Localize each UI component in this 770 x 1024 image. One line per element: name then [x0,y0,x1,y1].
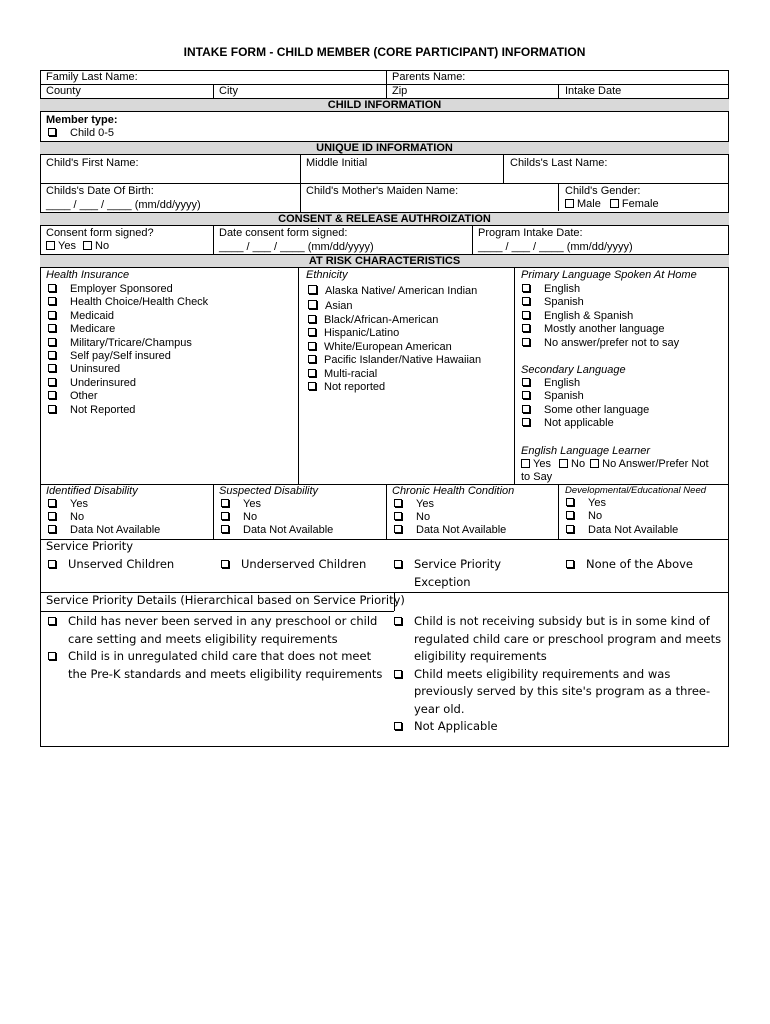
checkbox-icon[interactable] [221,512,229,520]
chronic-health-item[interactable] [394,524,506,537]
checkbox-icon[interactable] [48,405,56,413]
middle-initial-label: Middle Initial [306,157,368,169]
consent-signed-label: Consent form signed? [46,227,154,239]
ethnicity-item[interactable] [308,354,481,367]
secondary-language-list [522,377,649,431]
checkbox-icon[interactable] [566,560,574,568]
primary-language-item-label: English & Spanish [544,309,634,322]
chronic-health-item-label: Data Not Available [416,524,507,537]
consent-heading: CONSENT & RELEASE AUTHROIZATION [40,212,729,226]
gender-label: Child's Gender: [565,185,641,197]
child-information-heading: CHILD INFORMATION [40,98,729,112]
secondary-language-item[interactable] [522,404,649,417]
health-insurance-item[interactable] [48,363,208,376]
service-priority-label: Service Priority [46,539,134,553]
dob-format[interactable]: ____ / ___ / ____ (mm/dd/yyyy) [46,199,201,211]
checkbox-icon[interactable] [48,378,56,386]
checkbox-yes-icon[interactable] [521,459,530,468]
details-right-option[interactable] [394,718,721,736]
ethnicity-list [308,284,477,314]
primary-language-item[interactable] [522,323,679,336]
suspected-disability-list [221,498,333,538]
primary-language-item[interactable] [522,310,679,323]
health-insurance-item[interactable] [48,350,208,363]
checkbox-icon[interactable] [48,284,56,292]
checkbox-icon[interactable] [48,525,56,533]
primary-language-item[interactable] [522,296,679,309]
ethnicity-item-label: Not reported [324,381,386,394]
health-insurance-item-label: Employer Sponsored [70,283,173,295]
details-right-option[interactable] [394,613,721,666]
form-title: INTAKE FORM - CHILD MEMBER (CORE PARTICIPANT) INFORMATION [183,45,586,59]
chronic-health-label: Chronic Health Condition [392,485,515,497]
health-insurance-item[interactable] [48,337,208,350]
checkbox-male-icon[interactable] [565,199,574,208]
secondary-language-label: Secondary Language [521,364,626,376]
checkbox-icon[interactable] [221,560,229,568]
first-name-label: Child's First Name: [46,157,139,169]
details-right-text: eligibility requirements [414,649,547,663]
checkbox-icon[interactable] [48,617,56,625]
checkbox-icon[interactable] [522,284,530,292]
checkbox-icon[interactable] [522,418,530,426]
health-insurance-item-label: Not Reported [70,403,136,416]
at-risk-heading: AT RISK CHARACTERISTICS [40,254,729,268]
ell-no-answer-cont: to Say [521,471,553,483]
health-insurance-item[interactable] [48,296,208,309]
health-insurance-list [48,283,208,417]
secondary-language-item-label: Spanish [544,390,584,403]
none-label: None of the Above [586,557,694,571]
date-consent-signed-format[interactable]: ____ / ___ / ____ (mm/dd/yyyy) [219,241,374,253]
checkbox-icon[interactable] [522,391,530,399]
checkbox-icon[interactable] [566,525,574,533]
details-right-text: Child meets eligibility requirements and was [414,666,671,681]
identified-disability-item-label: Yes [70,498,88,510]
service-priority-details-label: Service Priority Details (Hierarchical based on Service Priority) [46,593,405,607]
checkbox-icon[interactable] [221,525,229,533]
checkbox-yes-icon[interactable] [46,241,55,250]
secondary-language-item-label: Not applicable [544,417,614,430]
ell-options [521,458,709,471]
checkbox-icon[interactable] [48,128,56,136]
exception-label: Service Priority [414,557,502,571]
consent-no-label: No [95,240,110,252]
ethnicity-item[interactable] [308,284,477,298]
checkbox-icon[interactable] [522,378,530,386]
chronic-health-item[interactable] [394,511,506,524]
ell-no-label: No [571,458,586,470]
chronic-health-item-label: No [416,511,431,524]
developmental-need-item-label: Yes [588,497,606,509]
primary-language-item-label: No answer/prefer not to say [544,336,680,349]
identified-disability-item-label: Data Not Available [70,524,161,537]
dob-label: Childs's Date Of Birth: [46,185,154,197]
checkbox-icon[interactable] [394,670,402,678]
secondary-language-item[interactable] [522,390,649,403]
parents-name-label: Parents Name: [392,71,466,83]
suspected-disability-item[interactable] [221,524,333,537]
ethnicity-item-label: Asian [325,300,353,312]
unique-id-heading: UNIQUE ID INFORMATION [40,141,729,155]
details-left-text: Child has never been served in any preschool or child [68,614,378,628]
health-insurance-label: Health Insurance [46,269,130,281]
member-type-label: Member type: [46,114,118,126]
checkbox-icon[interactable] [394,722,402,730]
suspected-disability-item[interactable] [221,498,333,511]
consent-yes-label: Yes [58,240,76,252]
checkbox-icon[interactable] [48,351,56,359]
checkbox-icon[interactable] [308,369,316,377]
ethnicity-item[interactable] [308,368,481,381]
suspected-disability-item[interactable] [221,511,333,524]
details-left-list [48,613,382,683]
gender-options [565,198,659,211]
details-right-text: Child is not receiving subsidy but is in some kind of [414,614,710,628]
checkbox-icon[interactable] [308,315,316,323]
chronic-health-item[interactable] [394,498,506,511]
developmental-need-item[interactable] [566,524,678,537]
health-insurance-item-label: Uninsured [70,363,121,376]
consent-signed-options [46,240,109,253]
program-intake-date-format[interactable]: ____ / ___ / ____ (mm/dd/yyyy) [478,241,633,253]
ethnicity-item[interactable] [308,299,477,313]
checkbox-icon[interactable] [394,525,402,533]
health-insurance-item-label: Medicaid [70,309,115,322]
chronic-health-item-label: Yes [416,498,434,510]
health-insurance-item-label: Health Choice/Health Check [70,296,209,309]
checkbox-icon[interactable] [308,355,316,363]
developmental-need-item[interactable] [566,510,678,523]
checkbox-icon[interactable] [394,560,402,568]
checkbox-no-icon[interactable] [559,459,568,468]
ethnicity-item-label: Pacific Islander/Native Hawaiian [324,354,482,367]
checkbox-icon[interactable] [522,324,530,332]
checkbox-icon[interactable] [566,498,574,506]
city-label: City [219,85,238,97]
identified-disability-list [48,498,160,538]
details-left-text: care setting and meets eligibility requirements [68,631,338,646]
checkbox-icon[interactable] [522,338,530,346]
checkbox-icon[interactable] [48,338,56,346]
ethnicity-item-label: Black/African-American [324,314,439,326]
identified-disability-item[interactable] [48,511,160,524]
developmental-need-label: Developmental/Educational Need [565,485,707,496]
health-insurance-item[interactable] [48,323,208,336]
gender-male-label: Male [577,198,601,210]
identified-disability-label: Identified Disability [46,485,138,497]
health-insurance-item-label: Underinsured [70,376,137,389]
member-type-child[interactable] [48,127,114,140]
ethnicity-item-label: Alaska Native/ American Indian [325,285,478,297]
checkbox-icon[interactable] [308,342,316,350]
checkbox-icon[interactable] [394,512,402,520]
checkbox-icon[interactable] [48,324,56,332]
health-insurance-item[interactable] [48,377,208,390]
checkbox-icon[interactable] [48,311,56,319]
county-label: County [46,85,81,97]
developmental-need-item[interactable] [566,497,678,510]
checkbox-icon[interactable] [48,560,56,568]
checkbox-icon[interactable] [48,297,56,305]
primary-language-list [522,283,679,350]
details-left-text: Child is in unregulated child care that does not meet [68,649,372,663]
developmental-need-item-label: No [588,510,603,523]
identified-disability-item-label: No [70,511,85,524]
secondary-language-item[interactable] [522,417,649,430]
none-option[interactable] [566,556,693,574]
secondary-language-item-label: English [544,377,581,389]
primary-language-item-label: Mostly another language [544,323,665,336]
ell-yes-label: Yes [533,458,551,470]
primary-language-item[interactable] [522,283,679,296]
checkbox-icon[interactable] [522,311,530,319]
health-insurance-item[interactable] [48,404,208,417]
details-right-list [394,613,721,736]
gender-female-label: Female [621,198,659,210]
zip-label: Zip [392,85,408,97]
checkbox-icon[interactable] [221,499,229,507]
details-right-option[interactable] [394,666,721,719]
checkbox-icon[interactable] [522,297,530,305]
details-left-text: the Pre-K standards and meets eligibility requirements [68,666,383,681]
exception-option[interactable] [394,556,501,574]
mother-maiden-name-label: Child's Mother's Maiden Name: [306,185,459,197]
health-insurance-item-label: Military/Tricare/Champus [70,336,192,349]
family-last-name-label: Family Last Name: [46,71,138,83]
underserved-label: Underserved Children [241,557,367,571]
checkbox-icon[interactable] [308,300,317,309]
checkbox-icon[interactable] [308,382,316,390]
unserved-option[interactable] [48,556,174,574]
details-right-text: previously served by this site's program as a three- [414,684,711,698]
checkbox-no-answer-icon[interactable] [590,459,599,468]
checkbox-icon[interactable] [308,285,317,294]
details-left-option[interactable] [48,648,382,683]
ethnicity-item[interactable] [308,341,481,354]
suspected-disability-item-label: No [243,511,258,524]
checkbox-icon[interactable] [48,391,56,399]
details-right-text: Not Applicable [414,719,498,733]
primary-language-item-label: English [544,283,581,295]
ethnicity-list-rest [308,314,481,394]
unserved-label: Unserved Children [68,557,175,571]
checkbox-icon[interactable] [48,512,56,520]
ethnicity-label: Ethnicity [306,269,348,281]
identified-disability-item[interactable] [48,498,160,511]
health-insurance-item-label: Medicare [70,323,116,336]
date-consent-signed-label: Date consent form signed: [219,227,348,239]
developmental-need-list [566,497,678,537]
program-intake-date-label: Program Intake Date: [478,227,583,239]
checkbox-icon[interactable] [566,511,574,519]
checkbox-icon[interactable] [308,328,316,336]
suspected-disability-label: Suspected Disability [219,485,319,497]
ethnicity-item-label: Multi-racial [324,367,378,380]
secondary-language-item-label: Some other language [544,403,650,416]
health-insurance-item[interactable] [48,310,208,323]
primary-language-label: Primary Language Spoken At Home [521,269,697,281]
chronic-health-list [394,498,506,538]
ethnicity-item[interactable] [308,381,481,394]
checkbox-icon[interactable] [394,617,402,625]
details-right-text: regulated child care or preschool program and meets [414,631,722,646]
details-left-option[interactable] [48,613,382,648]
suspected-disability-item-label: Data Not Available [243,524,334,537]
suspected-disability-item-label: Yes [243,498,261,510]
ell-label: English Language Learner [521,445,651,457]
health-insurance-item[interactable] [48,283,208,296]
secondary-language-item[interactable] [522,377,649,390]
primary-language-item-label: Spanish [544,296,584,309]
last-name-label: Childs's Last Name: [510,157,608,169]
checkbox-icon[interactable] [48,499,56,507]
health-insurance-item[interactable] [48,390,208,403]
ethnicity-item-label: Hispanic/Latino [324,327,400,340]
ell-no-answer-label: No Answer/Prefer Not [602,458,709,470]
member-type-option-label: Child 0-5 [70,127,115,139]
checkbox-icon[interactable] [48,652,56,660]
checkbox-female-icon[interactable] [610,199,619,208]
developmental-need-item-label: Data Not Available [588,523,679,536]
underserved-option[interactable] [221,556,366,574]
health-insurance-item-label: Other [70,390,98,403]
identified-disability-item[interactable] [48,524,160,537]
checkbox-icon[interactable] [394,499,402,507]
ethnicity-item-label: White/European American [324,340,452,353]
details-right-text: year old. [414,701,465,716]
primary-language-item[interactable] [522,337,679,350]
ethnicity-item[interactable] [308,327,481,340]
checkbox-icon[interactable] [522,405,530,413]
intake-date-label: Intake Date [565,85,622,97]
checkbox-no-icon[interactable] [83,241,92,250]
health-insurance-item-label: Self pay/Self insured [70,350,171,363]
exception-label-cont: Exception [414,575,471,589]
ethnicity-item[interactable] [308,314,481,327]
checkbox-icon[interactable] [48,364,56,372]
